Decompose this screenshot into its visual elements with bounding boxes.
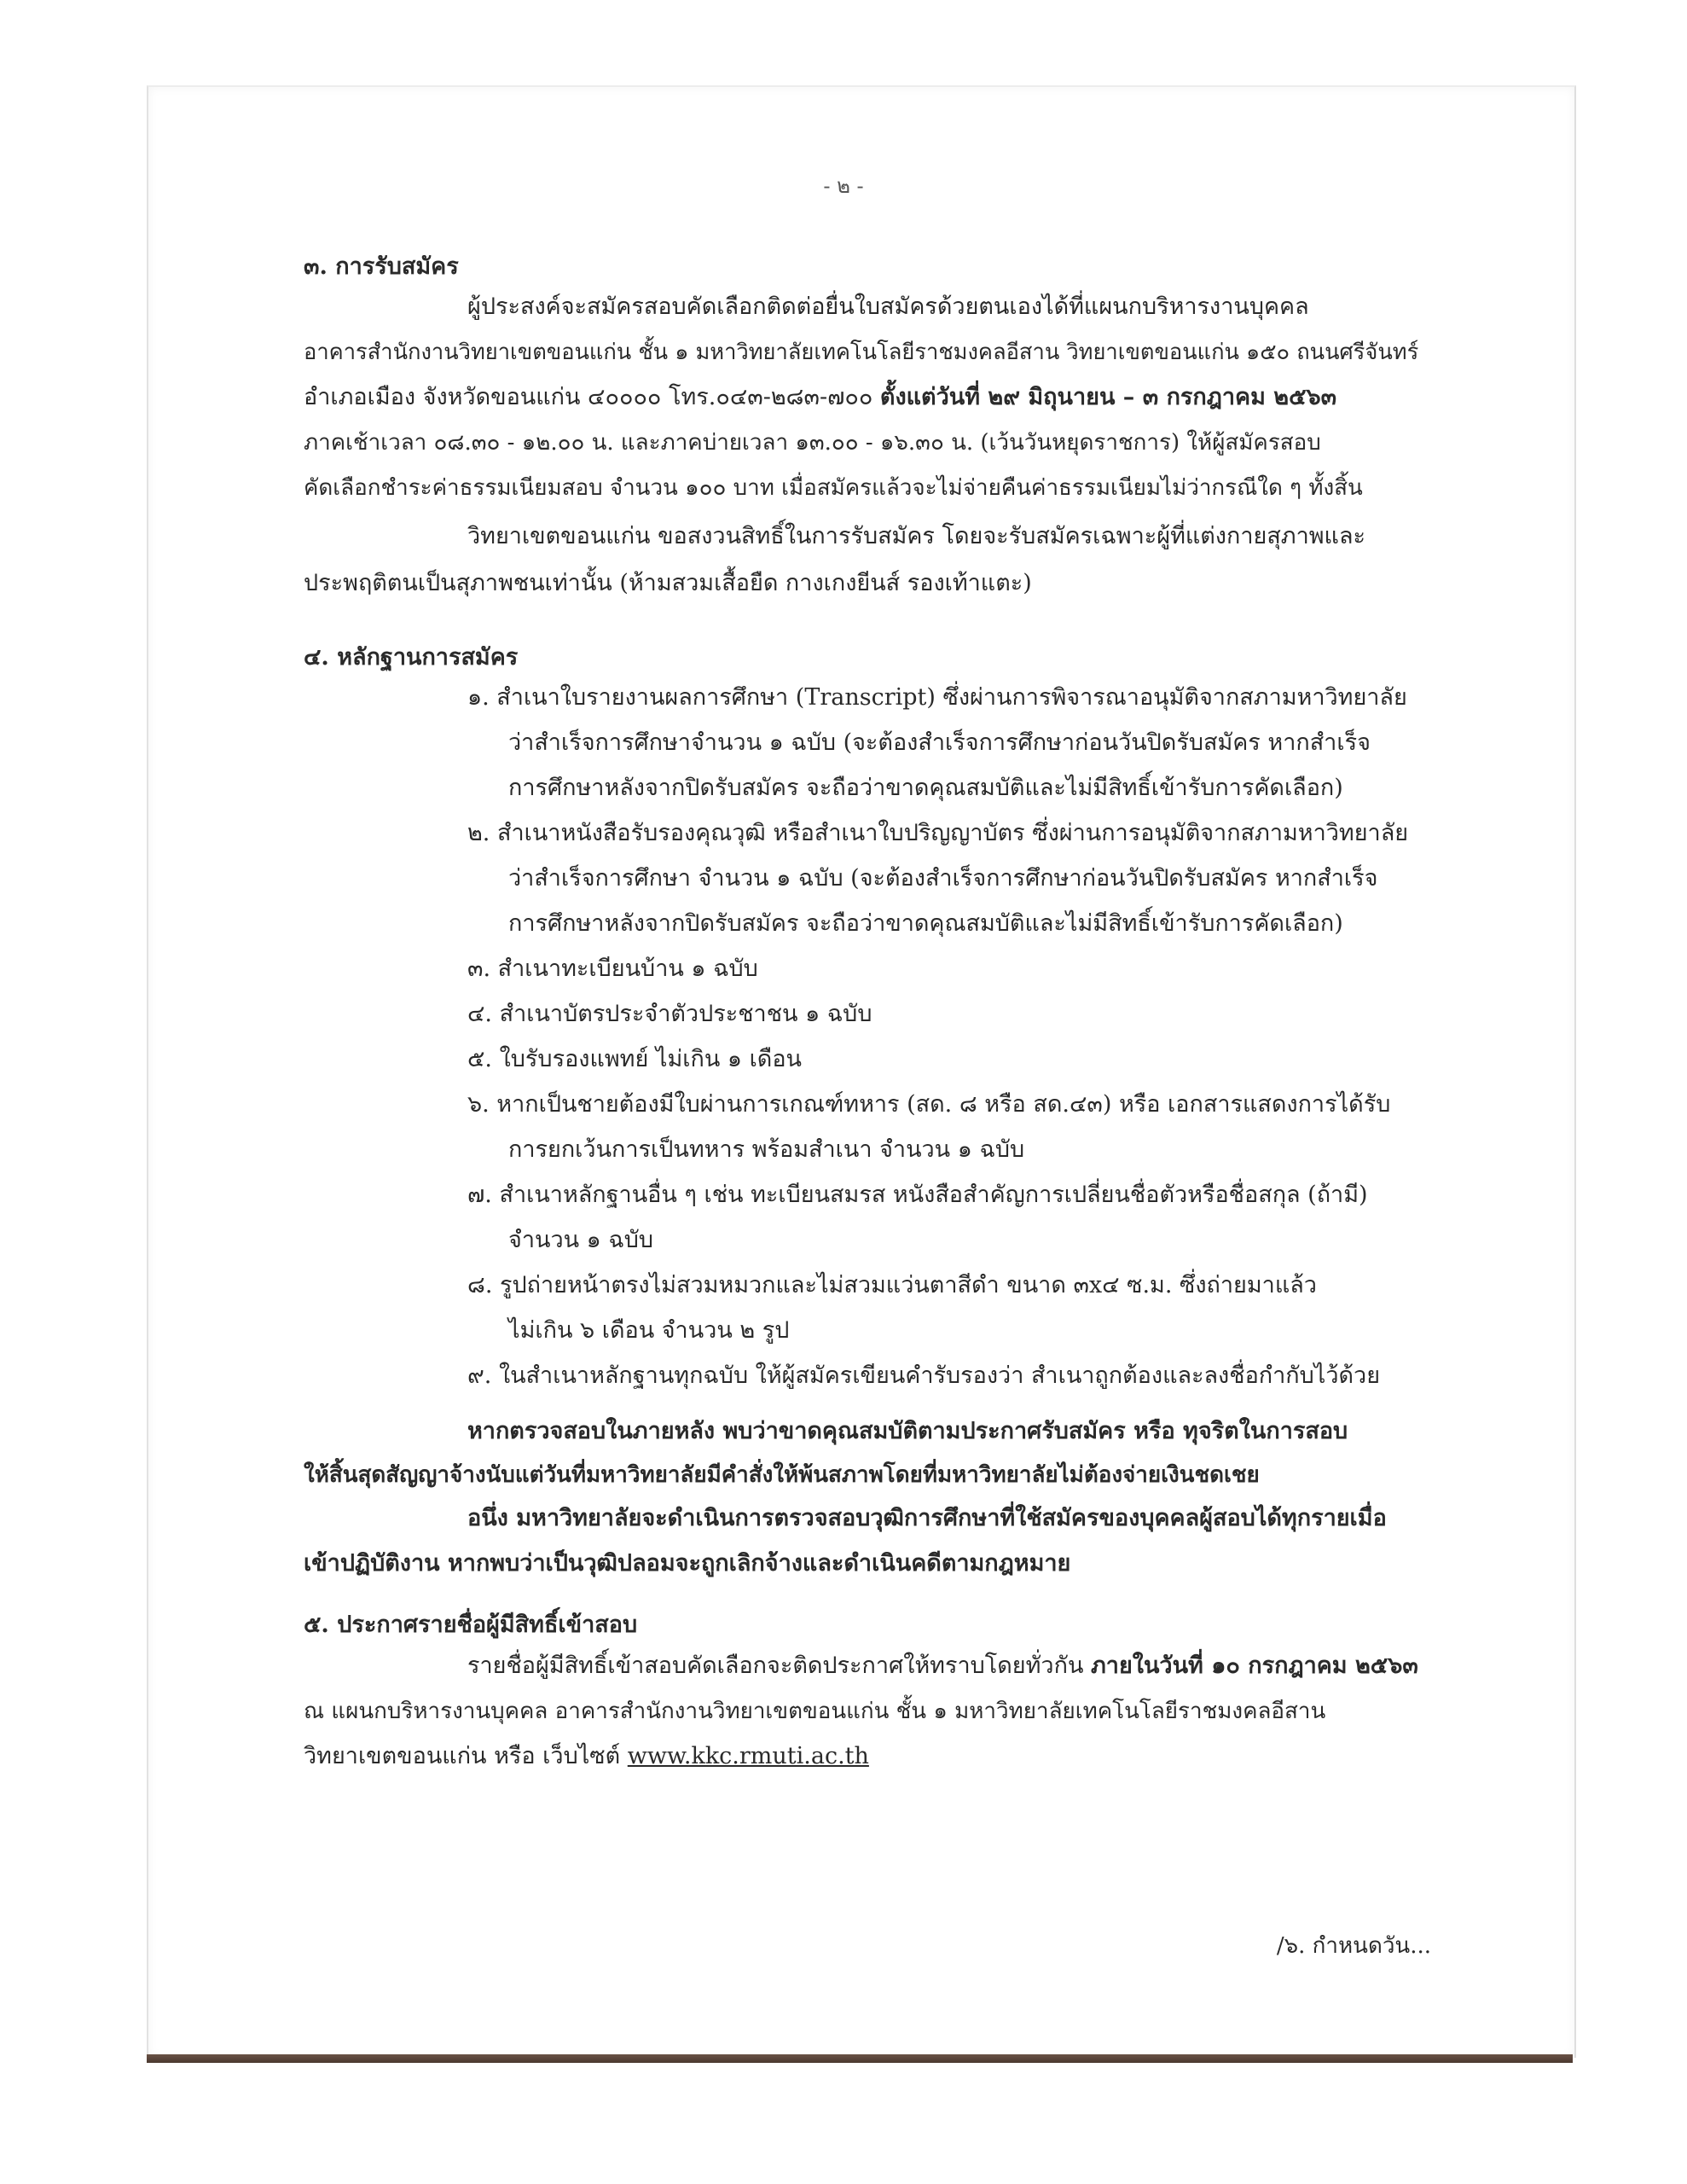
- website-link[interactable]: www.kkc.rmuti.ac.th: [627, 1743, 869, 1769]
- announcement-date: ภายในวันที่ ๑๐ กรกฎาคม ๒๕๖๓: [1091, 1653, 1418, 1679]
- section-5-line: [467, 1652, 1418, 1681]
- requirement-item: จำนวน ๑ ฉบับ: [508, 1227, 654, 1253]
- requirement-item: ๔. สำเนาบัตรประจำตัวประชาชน ๑ ฉบับ: [467, 1001, 872, 1027]
- requirement-item: ๖. หากเป็นชายต้องมีใบผ่านการเกณฑ์ทหาร (สด. ๘ หรือ สด.๔๓) หรือ เอกสารแสดงการได้รับ: [467, 1091, 1391, 1118]
- requirement-item: ๗. สำเนาหลักฐานอื่น ๆ เช่น ทะเบียนสมรส หนังสือสำคัญการเปลี่ยนชื่อตัวหรือชื่อสกุล (ถ้ามี): [467, 1182, 1368, 1208]
- section-5-line: [304, 1742, 869, 1771]
- section-3-para2: วิทยาเขตขอนแก่น ขอสงวนสิทธิ์ในการรับสมัคร โดยจะรับสมัครเฉพาะผู้ที่แต่งกายสุภาพและ: [467, 523, 1365, 549]
- application-period: ตั้งแต่วันที่ ๒๙ มิถุนายน – ๓ กรกฎาคม ๒๕๖๓: [879, 384, 1337, 410]
- requirement-item: ว่าสำเร็จการศึกษาจำนวน ๑ ฉบับ (จะต้องสำเร็จการศึกษาก่อนวันปิดรับสมัคร หากสำเร็จ: [508, 729, 1371, 756]
- warning-line: หากตรวจสอบในภายหลัง พบว่าขาดคุณสมบัติตามประกาศรับสมัคร หรือ ทุจริตในการสอบ: [467, 1418, 1348, 1444]
- section-3-line: คัดเลือกชำระค่าธรรมเนียมสอบ จำนวน ๑๐๐ บาท เมื่อสมัครแล้วจะไม่จ่ายคืนค่าธรรมเนียมไม่ว่ากรณีใด ๆ ทั้งสิ้น: [304, 475, 1363, 501]
- section-3-line: ผู้ประสงค์จะสมัครสอบคัดเลือกติดต่อยื่นใบสมัครด้วยตนเองได้ที่แผนกบริหารงานบุคคล: [467, 293, 1309, 320]
- section-5-text: รายชื่อผู้มีสิทธิ์เข้าสอบคัดเลือกจะติดประกาศให้ทราบโดยทั่วกัน: [467, 1653, 1084, 1679]
- section-4-heading: ๔. หลักฐานการสมัคร: [304, 644, 519, 671]
- page-number: - ๒ -: [823, 174, 864, 198]
- requirement-item: ไม่เกิน ๖ เดือน จำนวน ๒ รูป: [508, 1317, 790, 1344]
- section-5-line: ณ แผนกบริหารงานบุคคล อาคารสำนักงานวิทยาเขตขอนแก่น ชั้น ๑ มหาวิทยาลัยเทคโนโลยีราชมงคลอีสาน: [304, 1699, 1326, 1724]
- scan-edge: [147, 2054, 1573, 2063]
- section-3-line: ภาคเช้าเวลา ๐๘.๓๐ - ๑๒.๐๐ น. และภาคบ่ายเวลา ๑๓.๐๐ - ๑๖.๓๐ น. (เว้นวันหยุดราชการ) ให้ผู้สมัครสอบ: [304, 430, 1321, 456]
- section-5-text: วิทยาเขตขอนแก่น หรือ เว็บไซต์: [304, 1743, 621, 1769]
- section-3-line: อาคารสำนักงานวิทยาเขตขอนแก่น ชั้น ๑ มหาวิทยาลัยเทคโนโลยีราชมงคลอีสาน วิทยาเขตขอนแก่น ๑๕๐ ถนนศรีจันทร์: [304, 340, 1419, 365]
- section-3-line-with-date: [304, 383, 1336, 412]
- section-5-heading: ๕. ประกาศรายชื่อผู้มีสิทธิ์เข้าสอบ: [304, 1612, 638, 1638]
- requirement-item: ๕. ใบรับรองแพทย์ ไม่เกิน ๑ เดือน: [467, 1046, 803, 1072]
- requirement-item: ว่าสำเร็จการศึกษา จำนวน ๑ ฉบับ (จะต้องสำเร็จการศึกษาก่อนวันปิดรับสมัคร หากสำเร็จ: [508, 865, 1378, 892]
- warning-line: เข้าปฏิบัติงาน หากพบว่าเป็นวุฒิปลอมจะถูกเลิกจ้างและดำเนินคดีตามกฎหมาย: [304, 1550, 1071, 1577]
- requirement-item: ๘. รูปถ่ายหน้าตรงไม่สวมหมวกและไม่สวมแว่นตาสีดำ ขนาด ๓x๔ ซ.ม. ซึ่งถ่ายมาแล้ว: [467, 1272, 1317, 1298]
- requirement-item: ๑. สำเนาใบรายงานผลการศึกษา (Transcript) ซึ่งผ่านการพิจารณาอนุมัติจากสภามหาวิทยาลัย: [467, 684, 1407, 711]
- requirement-item: ๒. สำเนาหนังสือรับรองคุณวุฒิ หรือสำเนาใบปริญญาบัตร ซึ่งผ่านการอนุมัติจากสภามหาวิทยาลัย: [467, 820, 1409, 846]
- section-3-para2: ประพฤติตนเป็นสุภาพชนเท่านั้น (ห้ามสวมเสื้อยืด กางเกงยีนส์ รองเท้าแตะ): [304, 570, 1032, 596]
- warning-line: อนึ่ง มหาวิทยาลัยจะดำเนินการตรวจสอบวุฒิการศึกษาที่ใช้สมัครของบุคคลผู้สอบได้ทุกรายเมื่อ: [467, 1505, 1387, 1531]
- requirement-item: ๙. ในสำเนาหลักฐานทุกฉบับ ให้ผู้สมัครเขียนคำรับรองว่า สำเนาถูกต้องและลงชื่อกำกับไว้ด้วย: [467, 1362, 1381, 1389]
- section-3-heading: ๓. การรับสมัคร: [304, 253, 459, 280]
- continuation-reference: /๖. กำหนดวัน...: [1276, 1933, 1431, 1959]
- section-3-line-text: อำเภอเมือง จังหวัดขอนแก่น ๔๐๐๐๐ โทร.๐๔๓-๒๘๓-๗๐๐: [304, 384, 873, 410]
- requirement-item: การยกเว้นการเป็นทหาร พร้อมสำเนา จำนวน ๑ ฉบับ: [508, 1136, 1025, 1163]
- requirement-item: การศึกษาหลังจากปิดรับสมัคร จะถือว่าขาดคุณสมบัติและไม่มีสิทธิ์เข้ารับการคัดเลือก): [508, 775, 1343, 801]
- warning-line: ให้สิ้นสุดสัญญาจ้างนับแต่วันที่มหาวิทยาลัยมีคำสั่งให้พ้นสภาพโดยที่มหาวิทยาลัยไม่ต้องจ่ายเงินชดเชย: [304, 1462, 1260, 1488]
- requirement-item: ๓. สำเนาทะเบียนบ้าน ๑ ฉบับ: [467, 956, 758, 982]
- requirement-item: การศึกษาหลังจากปิดรับสมัคร จะถือว่าขาดคุณสมบัติและไม่มีสิทธิ์เข้ารับการคัดเลือก): [508, 910, 1343, 937]
